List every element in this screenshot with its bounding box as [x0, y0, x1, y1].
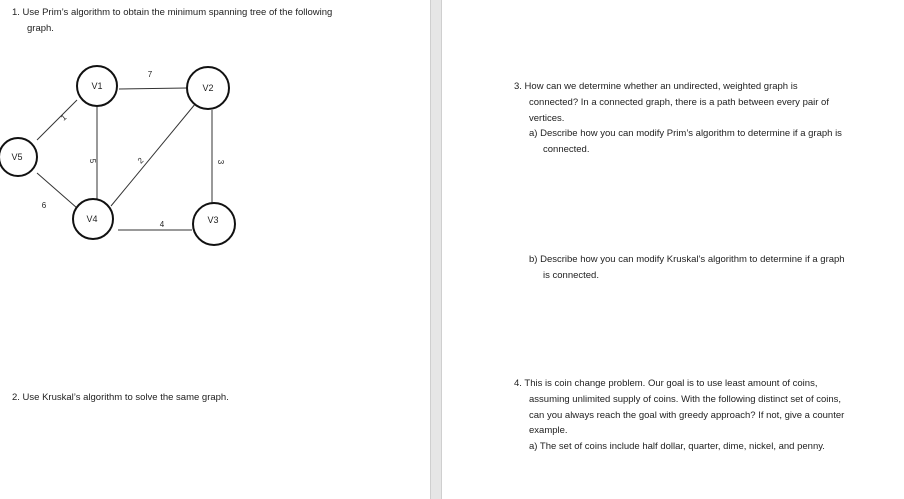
question-3b-text-line2: is connected.	[543, 270, 599, 281]
vertex-label-v1: V1	[91, 81, 103, 91]
weight-v4-v5: 6	[41, 201, 47, 210]
vertex-label-v2: V2	[202, 83, 214, 93]
weight-v2-v3: 3	[216, 159, 225, 165]
vertex-label-v3: V3	[207, 215, 219, 225]
right-page	[442, 0, 904, 499]
weight-v2-v4: 2	[135, 155, 146, 166]
weight-v1-v2: 7	[147, 70, 153, 79]
question-3-text-line2: connected? In a connected graph, there is a path between every pair of	[529, 97, 829, 108]
weight-v1-v4: 5	[88, 158, 97, 164]
edge-v2-v4	[111, 103, 196, 206]
question-2-text: 2. Use Kruskal’s algorithm to solve the same graph.	[12, 392, 229, 403]
vertex-label-v5: V5	[11, 152, 23, 162]
graph-diagram	[0, 60, 260, 250]
page-gutter	[430, 0, 442, 499]
question-1-text-cont: graph.	[27, 23, 54, 34]
question-3b-text: b) Describe how you can modify Kruskal’s algorithm to determine if a graph	[529, 254, 845, 265]
question-4-text-line3: can you always reach the goal with greedy approach? If not, give a counter	[529, 410, 845, 421]
weight-v4-v3: 4	[159, 220, 165, 229]
question-3-text: 3. How can we determine whether an undirected, weighted graph is	[514, 81, 798, 92]
question-3-text-line3: vertices.	[529, 113, 565, 124]
question-1-text: 1. Use Prim’s algorithm to obtain the minimum spanning tree of the following	[12, 7, 333, 18]
question-4-text-line2: assuming unlimited supply of coins. With the following distinct set of coins,	[529, 394, 842, 405]
vertex-label-v4: V4	[86, 214, 98, 224]
question-4-text-line4: example.	[529, 425, 568, 436]
weight-v1-v5: 1	[59, 112, 69, 123]
question-3a-text-line2: connected.	[543, 144, 590, 155]
question-4-text: 4. This is coin change problem. Our goal is to use least amount of coins,	[514, 378, 818, 389]
question-4a-text: a) The set of coins include half dollar, quarter, dime, nickel, and penny.	[529, 441, 825, 452]
question-3a-text: a) Describe how you can modify Prim’s algorithm to determine if a graph is	[529, 128, 842, 139]
left-page	[0, 0, 430, 499]
edge-v1-v5	[37, 100, 77, 140]
edge-v1-v2	[119, 88, 187, 89]
